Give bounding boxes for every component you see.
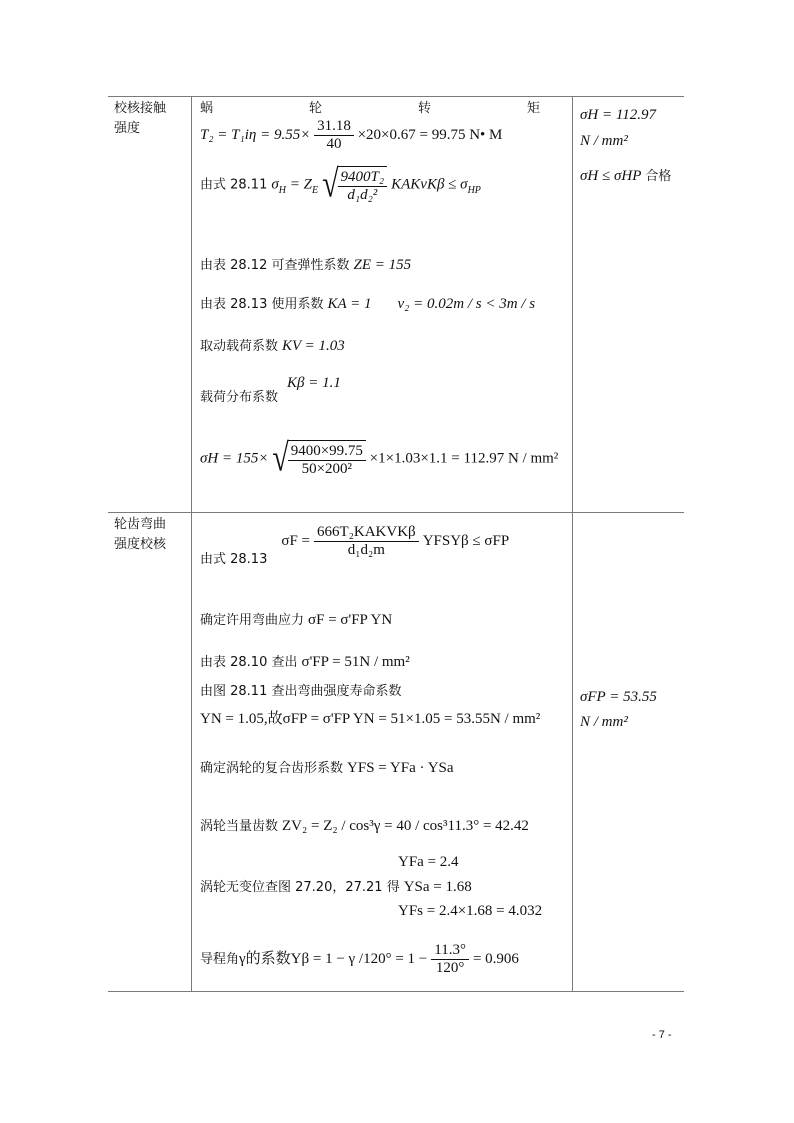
sigma-h-lhs: σH = 155× bbox=[200, 450, 269, 467]
contact-radical-sign: √ bbox=[322, 162, 339, 206]
row1-result-pass: 合格 bbox=[645, 169, 672, 184]
bend-eq-rhs: YFSYβ ≤ σFP bbox=[422, 533, 510, 550]
table-lookup-formula: σ'FP = 51N / mm² bbox=[301, 654, 410, 670]
table-lookup-text: 由表 28.10 查出 bbox=[200, 655, 298, 670]
bend-fraction-num: 666T₂KAKVKβ bbox=[314, 524, 419, 542]
no-shift-line bbox=[200, 879, 472, 895]
sigma-h-radical-sign: √ bbox=[272, 436, 289, 480]
elastic-coeff-text: 由表 28.12 可查弹性系数 bbox=[200, 258, 350, 273]
allow-stress-line bbox=[200, 612, 392, 628]
torque-fraction bbox=[314, 118, 354, 153]
torque-fraction-den: 40 bbox=[326, 136, 342, 152]
bend-fraction bbox=[314, 524, 419, 559]
table-lookup-line bbox=[200, 654, 410, 670]
usage-coeff-formula: KA = 1 bbox=[327, 296, 372, 312]
contact-sqrt-den: d₁d₂² bbox=[347, 187, 378, 203]
lead-fraction bbox=[431, 942, 469, 977]
worm-torque-heading bbox=[200, 102, 540, 115]
contact-eq-mid: = Z bbox=[286, 176, 312, 193]
table-top-border bbox=[108, 96, 684, 97]
contact-sqrt bbox=[338, 166, 388, 204]
dynamic-coeff-line bbox=[200, 338, 345, 354]
load-dist-formula: Kβ = 1.1 bbox=[287, 375, 341, 391]
worm-torque-char: 矩 bbox=[526, 101, 540, 116]
lead-angle-text: 导程角 bbox=[200, 952, 240, 968]
contact-eq-lhs-sub: H bbox=[278, 184, 286, 196]
usage-coeff-line bbox=[200, 296, 535, 312]
speed-formula: v₂ = 0.02m / s < 3m / s bbox=[397, 296, 536, 312]
composite-formula: YFS = YFa · YSa bbox=[347, 760, 454, 776]
row1-label-line1: 校核接触 bbox=[114, 101, 167, 116]
sigma-h-sqrt-den: 50×200² bbox=[301, 461, 353, 477]
bend-fraction-den: d₁d₂m bbox=[347, 542, 385, 558]
row2-label-line1: 轮齿弯曲 bbox=[114, 517, 167, 532]
lead-fraction-den: 120° bbox=[435, 960, 465, 976]
sigma-h-formula bbox=[200, 436, 559, 480]
contact-equation bbox=[200, 162, 481, 206]
torque-formula-rhs: ×20×0.67 = 99.75 N• M bbox=[357, 126, 503, 143]
row1-result-line2: N / mm² bbox=[580, 133, 628, 149]
torque-formula-lhs: T₂ = T₁iη = 9.55× bbox=[200, 126, 311, 143]
contact-eq-rhs-tail: AKvKβ ≤ σ bbox=[401, 176, 468, 193]
allow-stress-formula: σF = σ'FP YN bbox=[308, 612, 393, 628]
dynamic-coeff-text: 取动载荷系数 bbox=[200, 339, 279, 354]
row1-label-line2: 强度 bbox=[114, 121, 141, 136]
contact-eq-rhs: K bbox=[391, 176, 402, 193]
life-coeff-formula: YN = 1.05,故σFP = σ'FP YN = 51×1.05 = 53.55N / mm² bbox=[200, 711, 541, 727]
torque-formula bbox=[200, 118, 502, 153]
row2-label-line2: 强度校核 bbox=[114, 537, 167, 552]
row1-result-formula: σH ≤ σHP bbox=[580, 168, 642, 184]
worm-torque-char: 转 bbox=[417, 101, 431, 116]
composite-text: 确定涡轮的复合齿形系数 bbox=[200, 761, 344, 776]
yfa-formula: YFa = 2.4 bbox=[398, 854, 459, 870]
lead-fraction-num: 11.3° bbox=[431, 942, 469, 960]
yfs-formula: YFs = 2.4×1.68 = 4.032 bbox=[398, 903, 543, 919]
ysa-formula: YSa = 1.68 bbox=[403, 879, 472, 895]
usage-coeff-text: 由表 28.13 使用系数 bbox=[200, 297, 324, 312]
row1-result-line1: σH = 112.97 bbox=[580, 107, 656, 123]
sigma-h-rhs: ×1×1.03×1.1 = 112.97 N / mm² bbox=[369, 450, 559, 467]
row2-result-line1: σFP = 53.55 bbox=[580, 689, 657, 705]
row1-result-line3 bbox=[580, 168, 671, 184]
worm-torque-char: 轮 bbox=[308, 101, 322, 116]
dynamic-coeff-formula: KV = 1.03 bbox=[282, 338, 345, 354]
contact-eq-mid-sub: E bbox=[311, 184, 319, 196]
contact-eq-prefix: 由式 28.11 bbox=[200, 177, 268, 193]
sigma-h-sqrt-num: 9400×99.75 bbox=[288, 443, 366, 461]
contact-eq-lhs: σ bbox=[271, 176, 279, 193]
page-number: - 7 - bbox=[652, 1029, 672, 1041]
table-bottom-border bbox=[108, 991, 684, 992]
worm-torque-char: 蜗 bbox=[200, 101, 214, 116]
equiv-teeth-line bbox=[200, 818, 529, 834]
no-shift-text: 涡轮无变位查图 27.20，27.21 得 bbox=[200, 880, 400, 895]
bend-eq-prefix: 由式 28.13 bbox=[200, 552, 268, 568]
elastic-coeff-formula: ZE = 155 bbox=[353, 257, 412, 273]
bend-eq-lhs: σF = bbox=[281, 533, 310, 550]
torque-fraction-num: 31.18 bbox=[314, 118, 354, 136]
allow-stress-text: 确定许用弯曲应力 bbox=[200, 613, 305, 628]
bend-equation bbox=[200, 524, 510, 568]
table-col-divider-1 bbox=[191, 96, 192, 992]
lead-angle-line bbox=[200, 942, 519, 977]
contact-sqrt-num: 9400T₂ bbox=[338, 169, 388, 187]
lead-angle-formula-lhs: γ的系数Yβ = 1 − γ /120° = 1 − bbox=[239, 951, 428, 968]
sigma-h-sqrt bbox=[288, 440, 366, 478]
contact-eq-rhs-sub: HP bbox=[467, 184, 481, 196]
composite-line bbox=[200, 760, 454, 776]
life-coeff-text: 由图 28.11 查出弯曲强度寿命系数 bbox=[200, 684, 402, 699]
equiv-teeth-text: 涡轮当量齿数 bbox=[200, 819, 279, 834]
table-row-divider bbox=[108, 512, 684, 513]
equiv-teeth-formula: ZV₂ = Z₂ / cos³γ = 40 / cos³11.3° = 42.42 bbox=[282, 818, 529, 834]
lead-angle-formula-rhs: = 0.906 bbox=[472, 951, 519, 968]
table-col-divider-2 bbox=[572, 96, 573, 992]
elastic-coeff-line bbox=[200, 257, 411, 273]
load-dist-text: 载荷分布系数 bbox=[200, 390, 279, 405]
row2-result-line2: N / mm² bbox=[580, 714, 628, 730]
